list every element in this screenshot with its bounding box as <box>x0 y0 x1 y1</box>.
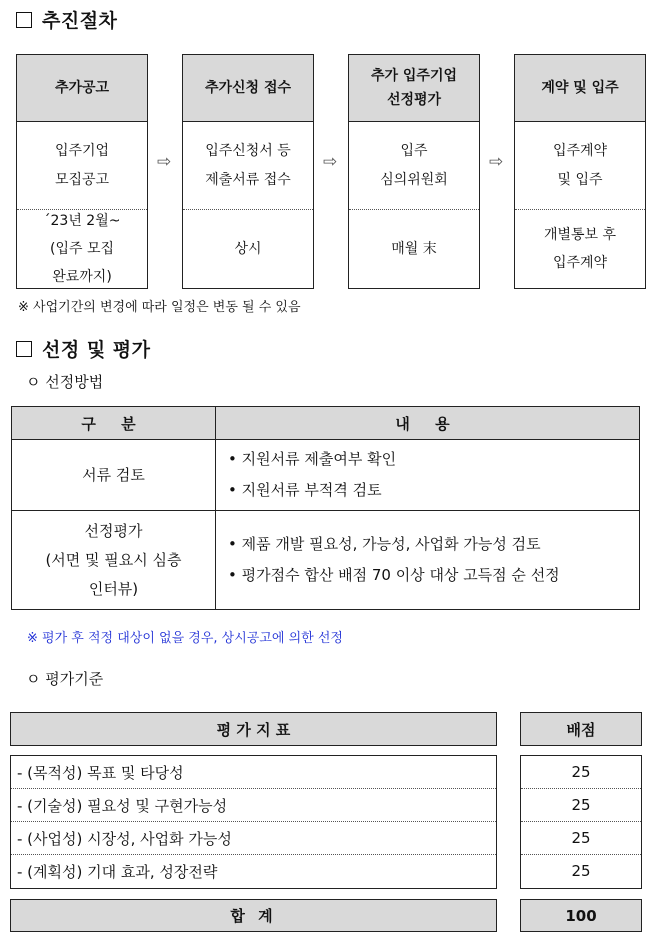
section-title-evaluation: 선정 및 평가 <box>16 335 151 362</box>
process-task-line: 및 입주 <box>557 171 603 188</box>
process-task-line: 입주계약 <box>552 142 608 159</box>
section-title-process: 추진절차 <box>16 6 117 33</box>
process-task-line: 입주 <box>400 142 428 159</box>
criteria-score: 25 <box>521 789 641 822</box>
process-step-box <box>514 54 646 289</box>
process-step-head <box>17 55 147 122</box>
method-header-content: 내 용 <box>216 407 640 440</box>
process-step-task <box>17 122 147 210</box>
method-category <box>12 511 216 610</box>
process-step-head <box>349 55 479 122</box>
process-step-box <box>348 54 480 289</box>
process-step-task <box>515 122 645 210</box>
method-category-line: 인터뷰) <box>88 579 139 598</box>
method-content <box>216 511 640 610</box>
method-category <box>12 440 216 511</box>
criteria-item: - (사업성) 시장성, 사업화 가능성 <box>11 822 496 855</box>
method-category-line: 선정평가 <box>84 521 143 540</box>
process-schedule-line: ´23년 2월~ <box>43 212 121 229</box>
method-content-item: • 지원서류 제출여부 확인 <box>228 450 397 468</box>
process-step-head <box>515 55 645 122</box>
method-table <box>11 406 640 610</box>
criteria-item: - (계획성) 기대 효과, 성장전략 <box>17 862 218 881</box>
selection-note: ※ 평가 후 적정 대상이 없을 경우, 상시공고에 의한 선정 <box>27 631 343 646</box>
schedule-note: ※ 사업기간의 변경에 따라 일정은 변동 될 수 있음 <box>18 300 301 315</box>
method-row <box>12 511 640 610</box>
criteria-score: 25 <box>521 756 641 789</box>
method-row <box>12 440 640 511</box>
method-label: ㅇ 선정방법 <box>26 373 104 391</box>
criteria-score: 25 <box>571 862 591 880</box>
process-step-schedule <box>349 210 479 287</box>
process-task-line: 심의위원회 <box>380 171 448 188</box>
criteria-header-index: 평 가 지 표 <box>10 712 497 746</box>
criteria-scores-list <box>520 755 642 889</box>
process-task-line: 입주신청서 등 <box>205 142 291 159</box>
process-task-line: 입주기업 <box>54 142 110 159</box>
criteria-score: 25 <box>521 822 641 855</box>
process-step-schedule <box>183 210 313 287</box>
square-bullet-icon <box>16 12 32 28</box>
criteria-item: - (기술성) 필요성 및 구현가능성 <box>11 789 496 822</box>
criteria-item: - (목적성) 목표 및 타당성 <box>11 756 496 789</box>
method-category-line: 서류 검토 <box>82 465 145 484</box>
process-task-line: 모집공고 <box>54 171 110 188</box>
square-bullet-icon <box>16 341 32 357</box>
method-content <box>216 440 640 511</box>
process-head-line: 계약 및 입주 <box>541 80 619 96</box>
process-schedule-line: 입주계약 <box>552 254 608 271</box>
process-task-line: 제출서류 접수 <box>205 171 291 188</box>
criteria-label: ㅇ 평가기준 <box>26 670 104 688</box>
criteria-header-score: 배점 <box>520 712 642 746</box>
process-head-line: 추가신청 접수 <box>204 80 292 96</box>
criteria-items-list <box>10 755 497 889</box>
process-schedule-line: (입주 모집 <box>49 240 114 257</box>
process-step-schedule <box>515 210 645 287</box>
process-step-task <box>349 122 479 210</box>
right-arrow-icon: ⇨ <box>489 152 504 172</box>
process-step-task <box>183 122 313 210</box>
total-score: 100 <box>520 899 642 932</box>
process-head-line: 선정평가 <box>386 92 442 108</box>
method-header-category: 구 분 <box>12 407 216 440</box>
method-content-item: • 평가점수 합산 배점 70 이상 대상 고득점 순 선정 <box>228 566 560 584</box>
process-head-line: 추가 입주기업 <box>370 68 458 84</box>
process-head-line: 추가공고 <box>54 80 110 96</box>
process-schedule-line: 개별통보 후 <box>543 226 617 243</box>
right-arrow-icon: ⇨ <box>323 152 338 172</box>
process-schedule-line: 상시 <box>234 240 262 257</box>
method-content-item: • 제품 개발 필요성, 가능성, 사업화 가능성 검토 <box>228 535 541 553</box>
process-schedule-line: 완료까지) <box>52 268 112 285</box>
process-step-box <box>16 54 148 289</box>
method-content-item: • 지원서류 부적격 검토 <box>228 481 382 499</box>
process-step-head <box>183 55 313 122</box>
process-step-schedule <box>17 210 147 287</box>
total-label: 합 계 <box>10 899 497 932</box>
right-arrow-icon: ⇨ <box>157 152 172 172</box>
method-category-line: (서면 및 필요시 심층 <box>45 550 182 569</box>
process-schedule-line: 매월 末 <box>391 240 437 257</box>
process-step-box <box>182 54 314 289</box>
